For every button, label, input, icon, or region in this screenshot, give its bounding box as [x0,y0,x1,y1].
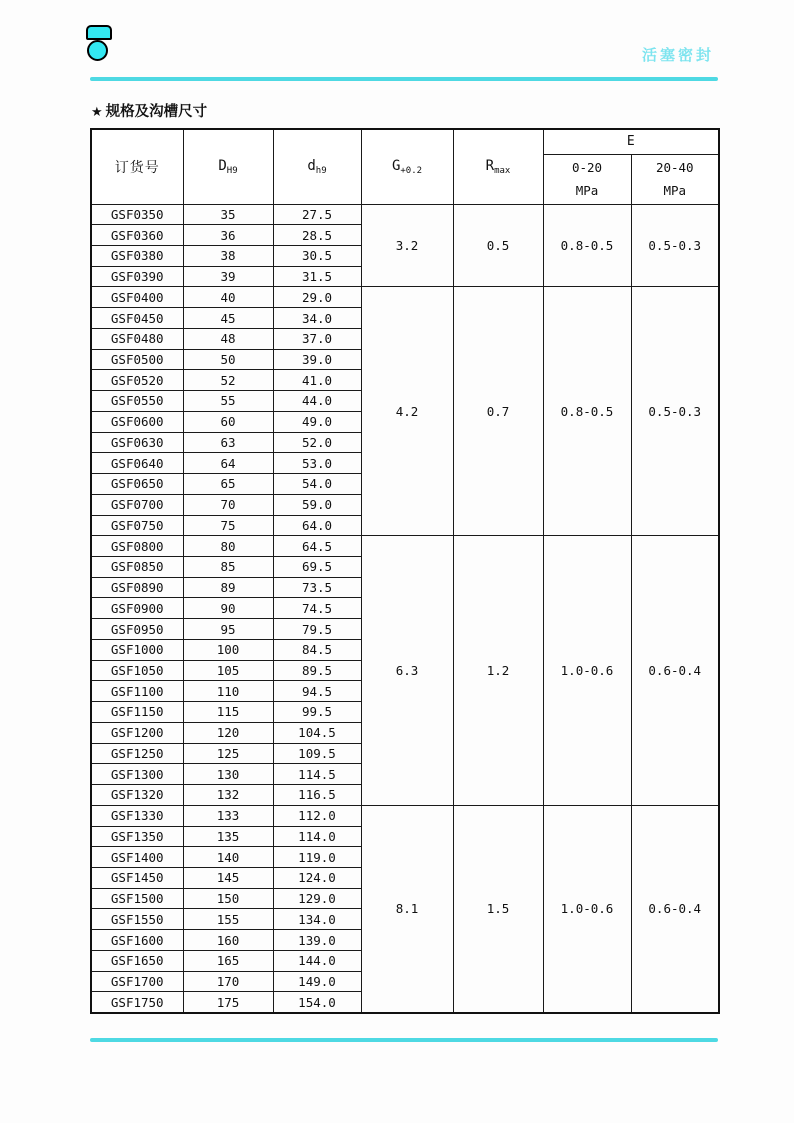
cell-D: 130 [183,764,273,785]
cell-G: 6.3 [361,536,453,806]
cell-order-no: GSF1400 [91,847,183,868]
cell-D: 38 [183,245,273,266]
cell-order-no: GSF0640 [91,453,183,474]
cell-D: 50 [183,349,273,370]
cell-order-no: GSF0600 [91,411,183,432]
cell-d: 114.0 [273,826,361,847]
table-row [91,805,719,826]
cell-E-0-20: 0.8-0.5 [543,204,631,287]
seal-circle-icon [87,40,108,61]
cell-d: 129.0 [273,888,361,909]
cell-order-no: GSF0390 [91,266,183,287]
cell-d: 49.0 [273,411,361,432]
cell-d: 74.5 [273,598,361,619]
cell-D: 90 [183,598,273,619]
cell-d: 104.5 [273,722,361,743]
spec-table-body [91,204,719,1013]
col-header-G: $G_{+0.2}$ [361,129,453,204]
page-header-label: 活塞密封 [641,46,714,64]
cell-d: 94.5 [273,681,361,702]
cell-R: 0.7 [453,287,543,536]
cell-D: 48 [183,328,273,349]
cell-D: 133 [183,805,273,826]
cell-d: 64.5 [273,536,361,557]
cell-D: 145 [183,868,273,889]
cell-D: 40 [183,287,273,308]
cell-D: 75 [183,515,273,536]
cell-D: 135 [183,826,273,847]
cell-E-0-20: 1.0-0.6 [543,536,631,806]
cell-order-no: GSF0520 [91,370,183,391]
cell-E-20-40: 0.6-0.4 [631,536,719,806]
cell-d: 59.0 [273,494,361,515]
cell-D: 35 [183,204,273,225]
cell-order-no: GSF1650 [91,950,183,971]
cell-order-no: GSF0500 [91,349,183,370]
cell-D: 150 [183,888,273,909]
cell-order-no: GSF0800 [91,536,183,557]
col-header-E-0-20 [543,154,631,204]
cell-D: 39 [183,266,273,287]
col-header-d: $d_{h9}$ [273,129,361,204]
cell-d: 41.0 [273,370,361,391]
cell-d: 29.0 [273,287,361,308]
cell-order-no: GSF1000 [91,639,183,660]
cell-D: 89 [183,577,273,598]
cell-d: 27.5 [273,204,361,225]
cell-D: 160 [183,930,273,951]
cell-order-no: GSF0400 [91,287,183,308]
e-low-unit: MPa [575,183,599,198]
cell-d: 37.0 [273,328,361,349]
cell-E-0-20: 0.8-0.5 [543,287,631,536]
cell-D: 45 [183,308,273,329]
cell-E-20-40: 0.5-0.3 [631,287,719,536]
cell-d: 114.5 [273,764,361,785]
cell-D: 125 [183,743,273,764]
cell-D: 36 [183,225,273,246]
cell-d: 84.5 [273,639,361,660]
cell-d: 54.0 [273,474,361,495]
cell-order-no: GSF1300 [91,764,183,785]
cell-order-no: GSF1550 [91,909,183,930]
cell-order-no: GSF1250 [91,743,183,764]
cell-D: 63 [183,432,273,453]
cell-D: 110 [183,681,273,702]
cell-D: 115 [183,702,273,723]
cell-order-no: GSF1200 [91,722,183,743]
cell-D: 80 [183,536,273,557]
star-icon: ★ [91,105,103,120]
cell-D: 64 [183,453,273,474]
cell-order-no: GSF0750 [91,515,183,536]
cell-d: 64.0 [273,515,361,536]
table-row [91,204,719,225]
cell-d: 52.0 [273,432,361,453]
cell-d: 30.5 [273,245,361,266]
e-high-range: 20-40 [655,160,694,175]
section-title [91,100,207,121]
cell-order-no: GSF0350 [91,204,183,225]
cell-order-no: GSF0900 [91,598,183,619]
cell-order-no: GSF0450 [91,308,183,329]
cell-D: 52 [183,370,273,391]
col-header-E-group: E [543,129,719,154]
cell-d: 144.0 [273,950,361,971]
cell-order-no: GSF0630 [91,432,183,453]
cell-order-no: GSF0850 [91,556,183,577]
bottom-accent-rule [90,1038,718,1042]
cell-d: 31.5 [273,266,361,287]
brand-logo [84,24,114,64]
cell-d: 28.5 [273,225,361,246]
cell-D: 100 [183,639,273,660]
cell-d: 149.0 [273,971,361,992]
cell-D: 165 [183,950,273,971]
cell-D: 175 [183,992,273,1013]
cell-R: 1.5 [453,805,543,1012]
cell-D: 105 [183,660,273,681]
cell-D: 85 [183,556,273,577]
cell-D: 132 [183,785,273,806]
e-low-range: 0-20 [571,160,603,175]
col-header-order-no: 订货号 [91,129,183,204]
cell-d: 79.5 [273,619,361,640]
table-row [91,536,719,557]
cell-order-no: GSF1100 [91,681,183,702]
cell-order-no: GSF0550 [91,391,183,412]
cell-d: 139.0 [273,930,361,951]
cell-order-no: GSF0700 [91,494,183,515]
spec-table [90,128,720,1014]
cell-d: 134.0 [273,909,361,930]
cell-order-no: GSF1500 [91,888,183,909]
cell-D: 65 [183,474,273,495]
cell-order-no: GSF1700 [91,971,183,992]
e-high-unit: MPa [663,183,687,198]
cell-order-no: GSF1450 [91,868,183,889]
cell-D: 140 [183,847,273,868]
cell-D: 70 [183,494,273,515]
cell-D: 60 [183,411,273,432]
cell-order-no: GSF0650 [91,474,183,495]
cell-d: 89.5 [273,660,361,681]
cell-D: 120 [183,722,273,743]
cell-d: 44.0 [273,391,361,412]
col-header-E-20-40 [631,154,719,204]
cell-E-20-40: 0.5-0.3 [631,204,719,287]
cell-d: 69.5 [273,556,361,577]
cell-R: 1.2 [453,536,543,806]
col-header-D: $D_{H9}$ [183,129,273,204]
cell-E-0-20: 1.0-0.6 [543,805,631,1012]
seal-rect-icon [86,25,112,40]
cell-d: 154.0 [273,992,361,1013]
cell-order-no: GSF0950 [91,619,183,640]
cell-D: 95 [183,619,273,640]
cell-R: 0.5 [453,204,543,287]
cell-d: 34.0 [273,308,361,329]
cell-G: 8.1 [361,805,453,1012]
cell-order-no: GSF0380 [91,245,183,266]
cell-d: 53.0 [273,453,361,474]
cell-d: 73.5 [273,577,361,598]
table-row [91,287,719,308]
cell-order-no: GSF1330 [91,805,183,826]
cell-d: 99.5 [273,702,361,723]
cell-G: 3.2 [361,204,453,287]
cell-order-no: GSF0480 [91,328,183,349]
cell-order-no: GSF1320 [91,785,183,806]
cell-d: 116.5 [273,785,361,806]
section-title-text: 规格及沟槽尺寸 [105,104,208,120]
cell-order-no: GSF0890 [91,577,183,598]
cell-d: 112.0 [273,805,361,826]
cell-D: 170 [183,971,273,992]
cell-d: 124.0 [273,868,361,889]
cell-D: 155 [183,909,273,930]
cell-order-no: GSF0360 [91,225,183,246]
cell-d: 109.5 [273,743,361,764]
cell-E-20-40: 0.6-0.4 [631,805,719,1012]
cell-order-no: GSF1150 [91,702,183,723]
spec-table-header [91,129,719,204]
cell-order-no: GSF1750 [91,992,183,1013]
col-header-R: $R_{max}$ [453,129,543,204]
cell-d: 119.0 [273,847,361,868]
cell-order-no: GSF1600 [91,930,183,951]
cell-order-no: GSF1350 [91,826,183,847]
cell-G: 4.2 [361,287,453,536]
cell-D: 55 [183,391,273,412]
cell-order-no: GSF1050 [91,660,183,681]
top-accent-rule [90,77,718,81]
cell-d: 39.0 [273,349,361,370]
